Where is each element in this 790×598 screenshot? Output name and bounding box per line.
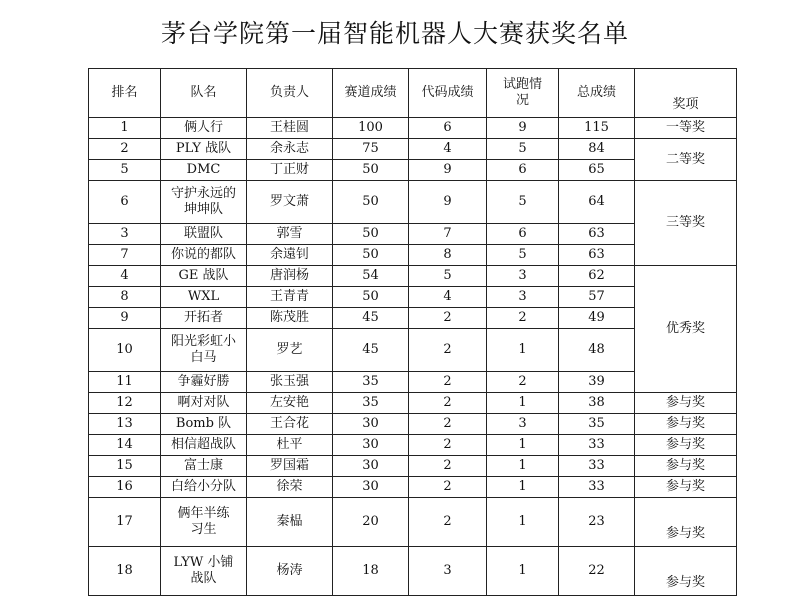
cell-rank: 12 [89,393,161,414]
cell-team: 相信超战队 [161,435,247,456]
cell-total: 64 [559,181,635,224]
cell-trial: 5 [487,181,559,224]
award-participation: 参与奖 [635,456,737,477]
cell-total: 57 [559,287,635,308]
cell-track: 18 [333,547,409,596]
cell-code: 2 [409,414,487,435]
award-participation: 参与奖 [635,547,737,596]
cell-rank: 10 [89,329,161,372]
cell-trial: 1 [487,329,559,372]
cell-leader: 罗艺 [247,329,333,372]
cell-team: DMC [161,160,247,181]
cell-leader: 罗文萧 [247,181,333,224]
cell-total: 65 [559,160,635,181]
cell-leader: 丁正财 [247,160,333,181]
table-row [89,414,737,435]
cell-rank: 9 [89,308,161,329]
award-participation: 参与奖 [635,414,737,435]
award-table [88,68,737,596]
cell-track: 45 [333,308,409,329]
cell-trial: 1 [487,498,559,547]
page-title: 茅台学院第一届智能机器人大赛获奖名单 [160,19,629,48]
cell-trial: 3 [487,266,559,287]
cell-trial: 6 [487,224,559,245]
cell-code: 3 [409,547,487,596]
cell-track: 35 [333,372,409,393]
table-row [89,181,737,224]
cell-leader: 王青青 [247,287,333,308]
table-row [89,547,737,596]
cell-team: 你说的都队 [161,245,247,266]
table-row [89,456,737,477]
cell-total: 23 [559,498,635,547]
cell-trial: 5 [487,139,559,160]
table-row [89,393,737,414]
cell-code: 9 [409,160,487,181]
cell-rank: 2 [89,139,161,160]
cell-code: 2 [409,498,487,547]
cell-team: 守护永远的坤坤队 [161,181,247,224]
header-total-score: 总成绩 [559,69,635,118]
header-track-score: 赛道成绩 [333,69,409,118]
cell-trial: 6 [487,160,559,181]
cell-leader: 杨涛 [247,547,333,596]
header-trial-run: 试跑情况 [487,69,559,118]
cell-trial: 3 [487,287,559,308]
award-participation: 参与奖 [635,498,737,547]
cell-code: 2 [409,372,487,393]
cell-track: 50 [333,287,409,308]
award-first: 一等奖 [635,118,737,139]
cell-trial: 2 [487,372,559,393]
cell-rank: 6 [89,181,161,224]
cell-code: 6 [409,118,487,139]
cell-code: 2 [409,393,487,414]
cell-track: 20 [333,498,409,547]
cell-leader: 秦榀 [247,498,333,547]
cell-team: GE 战队 [161,266,247,287]
cell-rank: 18 [89,547,161,596]
cell-trial: 1 [487,393,559,414]
cell-total: 35 [559,414,635,435]
cell-rank: 3 [89,224,161,245]
cell-code: 7 [409,224,487,245]
cell-rank: 13 [89,414,161,435]
cell-team: Bomb 队 [161,414,247,435]
cell-code: 2 [409,435,487,456]
header-code-score: 代码成绩 [409,69,487,118]
cell-total: 48 [559,329,635,372]
cell-team: WXL [161,287,247,308]
cell-code: 8 [409,245,487,266]
cell-leader: 左安艳 [247,393,333,414]
cell-leader: 张玉强 [247,372,333,393]
cell-leader: 王合花 [247,414,333,435]
cell-leader: 唐润杨 [247,266,333,287]
cell-track: 75 [333,139,409,160]
cell-team: PLY 战队 [161,139,247,160]
header-row [89,69,737,118]
cell-leader: 罗国霜 [247,456,333,477]
cell-track: 54 [333,266,409,287]
cell-leader: 杜平 [247,435,333,456]
cell-track: 45 [333,329,409,372]
cell-total: 63 [559,245,635,266]
cell-track: 30 [333,435,409,456]
header-team: 队名 [161,69,247,118]
cell-rank: 5 [89,160,161,181]
cell-track: 50 [333,245,409,266]
cell-total: 33 [559,456,635,477]
cell-track: 30 [333,414,409,435]
award-participation: 参与奖 [635,477,737,498]
cell-track: 35 [333,393,409,414]
cell-rank: 17 [89,498,161,547]
cell-code: 2 [409,456,487,477]
cell-trial: 1 [487,547,559,596]
cell-track: 30 [333,477,409,498]
header-award: 奖项 [635,69,737,118]
cell-track: 100 [333,118,409,139]
cell-track: 50 [333,181,409,224]
table-row [89,266,737,287]
cell-team: 啊对对队 [161,393,247,414]
cell-team: 联盟队 [161,224,247,245]
cell-track: 30 [333,456,409,477]
award-second: 二等奖 [635,139,737,181]
cell-total: 38 [559,393,635,414]
cell-rank: 4 [89,266,161,287]
cell-team: 富士康 [161,456,247,477]
cell-trial: 3 [487,414,559,435]
award-participation: 参与奖 [635,393,737,414]
cell-team: 争霾好勝 [161,372,247,393]
cell-trial: 2 [487,308,559,329]
cell-code: 4 [409,139,487,160]
table-row [89,118,737,139]
cell-team: LYW 小铺战队 [161,547,247,596]
cell-total: 39 [559,372,635,393]
cell-code: 5 [409,266,487,287]
cell-code: 2 [409,477,487,498]
cell-total: 33 [559,435,635,456]
cell-rank: 14 [89,435,161,456]
cell-total: 63 [559,224,635,245]
table-row [89,477,737,498]
cell-leader: 余遠钊 [247,245,333,266]
cell-leader: 郭雪 [247,224,333,245]
award-third: 三等奖 [635,181,737,266]
header-rank: 排名 [89,69,161,118]
cell-code: 2 [409,329,487,372]
cell-code: 4 [409,287,487,308]
cell-leader: 余永志 [247,139,333,160]
cell-trial: 1 [487,477,559,498]
cell-leader: 陈茂胜 [247,308,333,329]
cell-trial: 1 [487,435,559,456]
cell-trial: 1 [487,456,559,477]
cell-code: 9 [409,181,487,224]
table-row [89,139,737,160]
cell-team: 俩年半练习生 [161,498,247,547]
cell-track: 50 [333,160,409,181]
cell-rank: 16 [89,477,161,498]
cell-rank: 7 [89,245,161,266]
cell-trial: 9 [487,118,559,139]
cell-trial: 5 [487,245,559,266]
header-leader: 负责人 [247,69,333,118]
cell-track: 50 [333,224,409,245]
cell-leader: 王桂圆 [247,118,333,139]
cell-total: 49 [559,308,635,329]
award-excellent: 优秀奖 [635,266,737,393]
cell-total: 115 [559,118,635,139]
cell-team: 白给小分队 [161,477,247,498]
table-row [89,498,737,547]
cell-team: 俩人行 [161,118,247,139]
cell-total: 84 [559,139,635,160]
table-row [89,435,737,456]
cell-total: 62 [559,266,635,287]
cell-code: 2 [409,308,487,329]
cell-rank: 11 [89,372,161,393]
cell-leader: 徐荣 [247,477,333,498]
cell-total: 22 [559,547,635,596]
cell-total: 33 [559,477,635,498]
cell-team: 阳光彩虹小白马 [161,329,247,372]
cell-rank: 8 [89,287,161,308]
cell-rank: 1 [89,118,161,139]
cell-rank: 15 [89,456,161,477]
cell-team: 开拓者 [161,308,247,329]
award-participation: 参与奖 [635,435,737,456]
